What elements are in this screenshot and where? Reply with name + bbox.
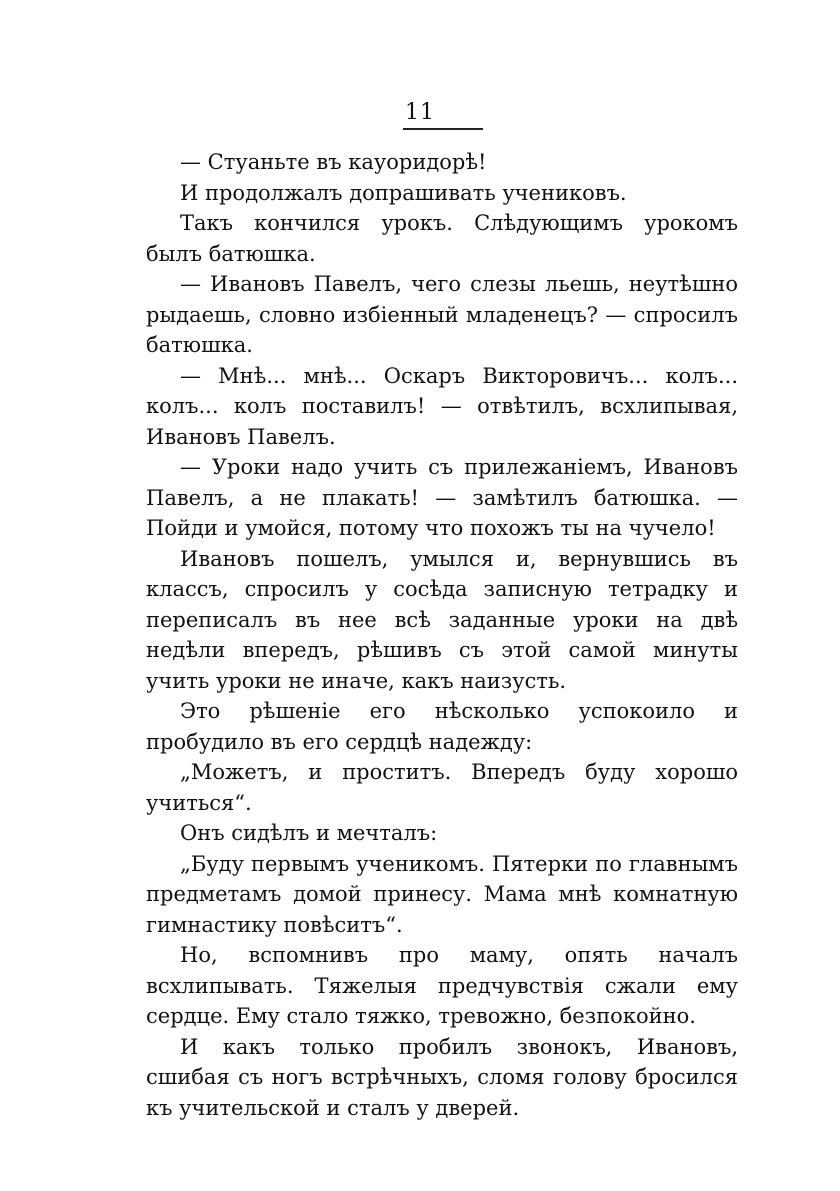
paragraph: — Ивановъ Павелъ, чего слезы льешь, неутѣшно рыдаешь, словно избіенный младенецъ? — спросилъ батюшка. (146, 272, 738, 357)
page-number-rule (403, 128, 483, 130)
body-text (146, 147, 738, 1123)
paragraph: — Уроки надо учить съ прилежаніемъ, Ивановъ Павелъ, а не плакать! — замѣтилъ батюшка. — Пойди и умойся, потому что похожъ ты на чучело! (146, 455, 738, 540)
paragraph: „Можетъ, и проститъ. Впередъ буду хорошо учиться“. (146, 760, 738, 815)
paragraph: — Мнѣ... мнѣ... Оскаръ Викторовичъ... колъ... колъ... колъ поставилъ! — отвѣтилъ, всхлипывая, Ивановъ Павелъ. (146, 363, 738, 449)
page-number: 11 (405, 100, 435, 125)
paragraph: „Буду первымъ ученикомъ. Пятерки по главнымъ предметамъ домой принесу. Мама мнѣ комнатную гимнастику повѣситъ“. (146, 851, 738, 937)
paragraph: — Стуаньте въ кауоридорѣ! (180, 150, 487, 174)
paragraph: Ивановъ пошелъ, умылся и, вернувшись въ классъ, спросилъ у сосѣда записную тетрадку и переписалъ въ нее всѣ заданные уроки на двѣ недѣли впередъ, рѣшивъ съ этой самой минуты учить уроки не иначе, какъ наизусть. (146, 546, 738, 693)
paragraph: И какъ только пробилъ звонокъ, Ивановъ, сшибая съ ногъ встрѣчныхъ, сломя голову бросился къ учительской и сталъ у дверей. (146, 1034, 738, 1120)
paragraph: Онъ сидѣлъ и мечталъ: (180, 821, 438, 845)
paragraph: Это рѣшеніе его нѣсколько успокоило и пробудило въ его сердцѣ надежду: (146, 699, 738, 754)
paragraph: И продолжалъ допрашивать учениковъ. (180, 180, 627, 205)
paragraph: Но, вспомнивъ про маму, опять началъ всхлипывать. Тяжелыя предчувствія сжали ему сердце. Ему стало тяжко, тревожно, безпокойно. (146, 943, 738, 1028)
paragraph: Такъ кончился урокъ. Слѣдующимъ урокомъ былъ батюшка. (146, 211, 738, 266)
